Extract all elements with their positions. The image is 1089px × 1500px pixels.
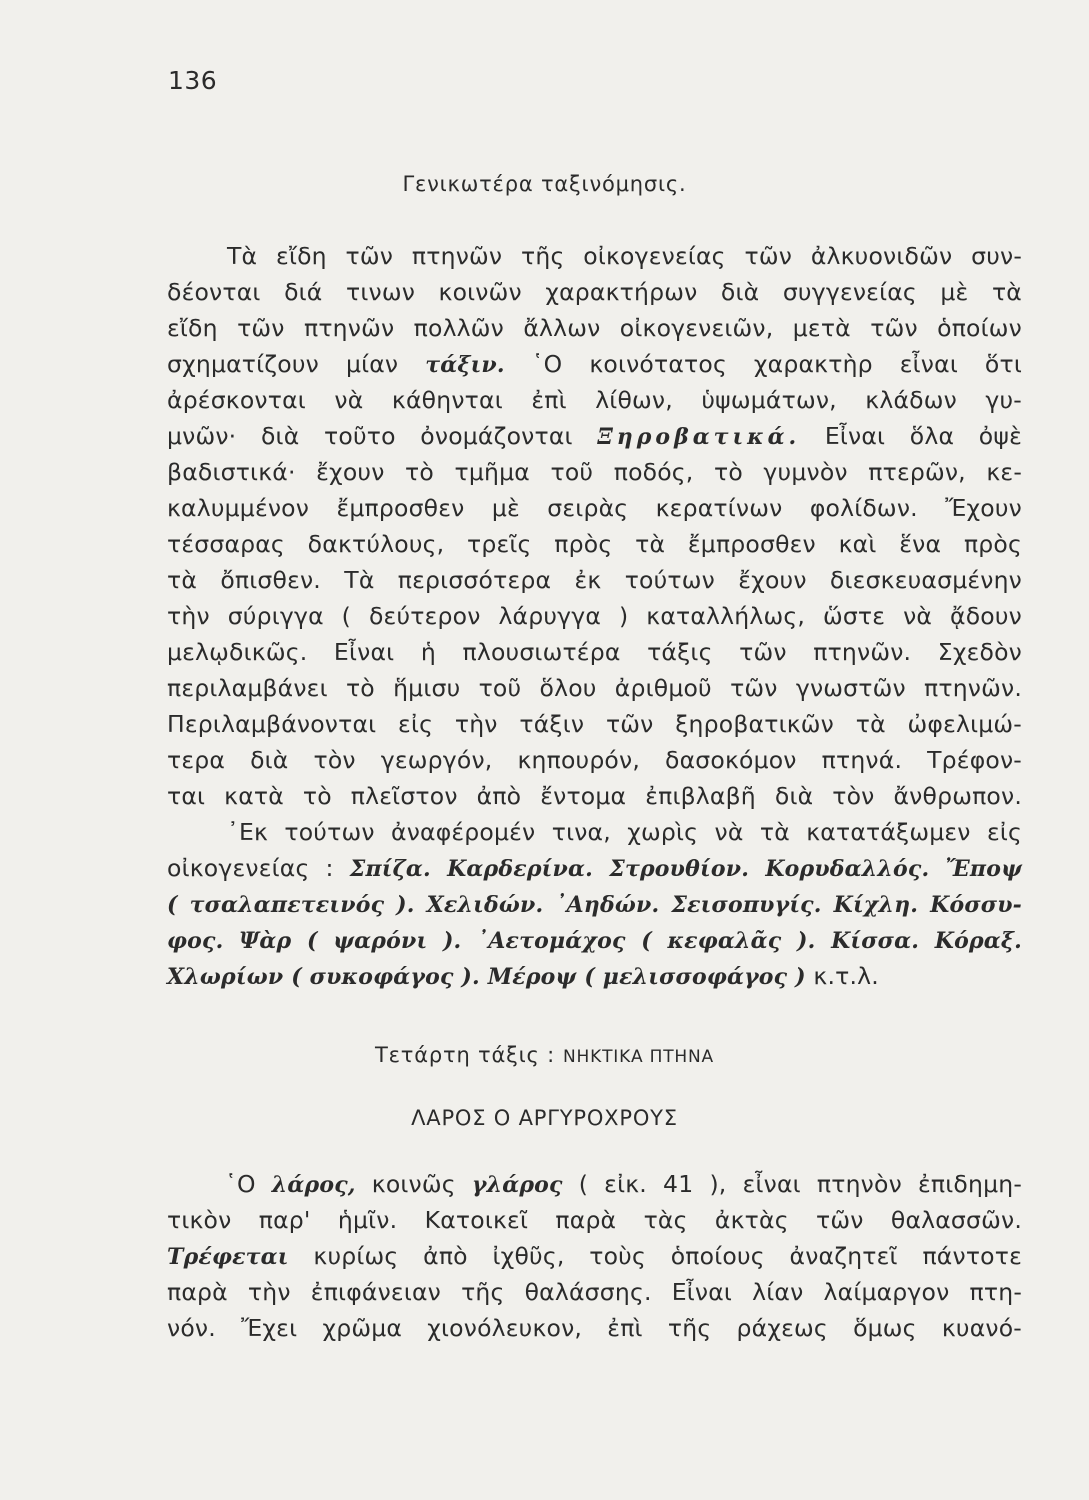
text-run: οἰκογενείας : (167, 854, 350, 882)
paragraph-1-line: βαδιστικά· ἔχουν τὸ τμῆμα τοῦ ποδός, τὸ γυμνὸν πτερῶν, κε- (167, 458, 1022, 486)
paragraph-2-line (167, 960, 1022, 993)
bird-names: Σπίζα. Καρδερίνα. Στρουθίον. Κορυδαλλός. Ἔποψ (349, 856, 1022, 882)
text-run: ( εἰκ. 41 ), εἶναι πτηνὸν ἐπιδημη- (562, 1170, 1022, 1198)
paragraph-2-line (167, 924, 1022, 957)
term-glaros: γλάρος (471, 1172, 563, 1198)
text-run: ῾Ο κοινότατος χαρακτὴρ εἶναι ὅτι (504, 350, 1022, 378)
bird-names: ( τσαλαπετεινός ). Χελιδών. ᾿Αηδών. Σεισοπυγίς. Κίχλη. Κόσσυ- (167, 892, 1022, 918)
term-trefetai: Τρέφεται (167, 1244, 289, 1270)
text-run: Εἶναι ὅλα ὀψὲ (800, 422, 1022, 450)
paragraph-3-line (167, 1240, 1022, 1273)
section-heading-classification: Γενικωτέρα ταξινόμησις. (402, 172, 687, 196)
paragraph-1-line (167, 348, 1022, 381)
paragraph-2-line: ᾿Εκ τούτων ἀναφέρομέν τινα, χωρὶς νὰ τὰ κατατάξωμεν εἰς (227, 818, 1022, 846)
paragraph-1-line: Περιλαμβάνονται εἰς τὴν τάξιν τῶν ξηροβατικῶν τὰ ὠφελιμώ- (167, 710, 1022, 738)
paragraph-1-line: τέσσαρας δακτύλους, τρεῖς πρὸς τὰ ἔμπροσθεν καὶ ἕνα πρὸς (167, 530, 1022, 558)
paragraph-1-line: Τὰ εἴδη τῶν πτηνῶν τῆς οἰκογενείας τῶν ἀλκυονιδῶν συν- (227, 242, 1022, 270)
order-heading (0, 1043, 1089, 1067)
paragraph-1-line: τὰ ὄπισθεν. Τὰ περισσότερα ἐκ τούτων ἔχουν διεσκευασμένην (167, 566, 1022, 594)
paragraph-2-line (167, 852, 1022, 885)
bird-names: φος. Ψὰρ ( ψαρόνι ). ᾿Αετομάχος ( κεφαλᾶς ). Κίσσα. Κόραξ. (167, 928, 1022, 954)
species-title: ΛΑΡΟΣ Ο ΑΡΓΥΡΟΧΡΟΥΣ (411, 1106, 678, 1130)
text-run: κυρίως ἀπὸ ἰχθῦς, τοὺς ὁποίους ἀναζητεῖ πάντοτε (288, 1242, 1022, 1270)
text-run: ῾Ο (225, 1170, 272, 1198)
bird-names: Χλωρίων ( συκοφάγος ). Μέροψ ( μελισσοφάγος ) (167, 964, 806, 990)
paragraph-1-line: καλυμμένον ἔμπροσθεν μὲ σειρὰς κερατίνων φολίδων. Ἔχουν (167, 494, 1022, 522)
text-run: μνῶν· διὰ τοῦτο ὀνομάζονται (167, 422, 598, 450)
paragraph-3-line: νόν. Ἔχει χρῶμα χιονόλευκον, ἐπὶ τῆς ράχεως ὅμως κυανό- (167, 1314, 1022, 1342)
paragraph-1-line: τερα διὰ τὸν γεωργόν, κηπουρόν, δασοκόμον πτηνά. Τρέφον- (167, 746, 1022, 774)
paragraph-1-line: ται κατὰ τὸ πλεῖστον ἀπὸ ἔντομα ἐπιβλαβῆ διὰ τὸν ἄνθρωπον. (167, 782, 1022, 810)
paragraph-2-line (167, 888, 1022, 921)
term-xirovatika: Ξηροβατικά. (597, 424, 801, 450)
paragraph-1-line: μελῳδικῶς. Εἶναι ἡ πλουσιωτέρα τάξις τῶν πτηνῶν. Σχεδὸν (167, 638, 1022, 666)
term-laros: λάρος, (271, 1172, 356, 1198)
paragraph-1-line: εἴδη τῶν πτηνῶν πολλῶν ἄλλων οἰκογενειῶν, μετὰ τῶν ὁποίων (167, 314, 1022, 342)
paragraph-1-line: περιλαμβάνει τὸ ἥμισυ τοῦ ὅλου ἀριθμοῦ τῶν γνωστῶν πτηνῶν. (167, 674, 1022, 702)
paragraph-1-line (167, 420, 1022, 453)
order-name: ΝΗΚΤΙΚΑ ΠΤΗΝΑ (563, 1047, 714, 1067)
text-run: κ.τ.λ. (805, 962, 879, 990)
page-number: 136 (168, 66, 218, 95)
text-run: κοινῶς (355, 1170, 472, 1198)
paragraph-1-line: τὴν σύριγγα ( δεύτερον λάρυγγα ) καταλλήλως, ὥστε νὰ ᾄδουν (167, 602, 1022, 630)
paragraph-3-line: τικὸν παρ' ἡμῖν. Κατοικεῖ παρὰ τὰς ἀκτὰς τῶν θαλασσῶν. (167, 1206, 1022, 1234)
paragraph-1-line: ἀρέσκονται νὰ κάθηνται ἐπὶ λίθων, ὑψωμάτων, κλάδων γυ- (167, 386, 1022, 414)
paragraph-3-line: παρὰ τὴν ἐπιφάνειαν τῆς θαλάσσης. Εἶναι λίαν λαίμαργον πτη- (167, 1278, 1022, 1306)
text-run: σχηματίζουν μίαν (167, 350, 426, 378)
paragraph-1-line: δέονται διά τινων κοινῶν χαρακτήρων διὰ συγγενείας μὲ τὰ (167, 278, 1022, 306)
term-taxis: τάξιν. (425, 352, 505, 378)
paragraph-3-line (167, 1168, 1022, 1201)
order-label: Τετάρτη τάξις : (375, 1043, 556, 1067)
